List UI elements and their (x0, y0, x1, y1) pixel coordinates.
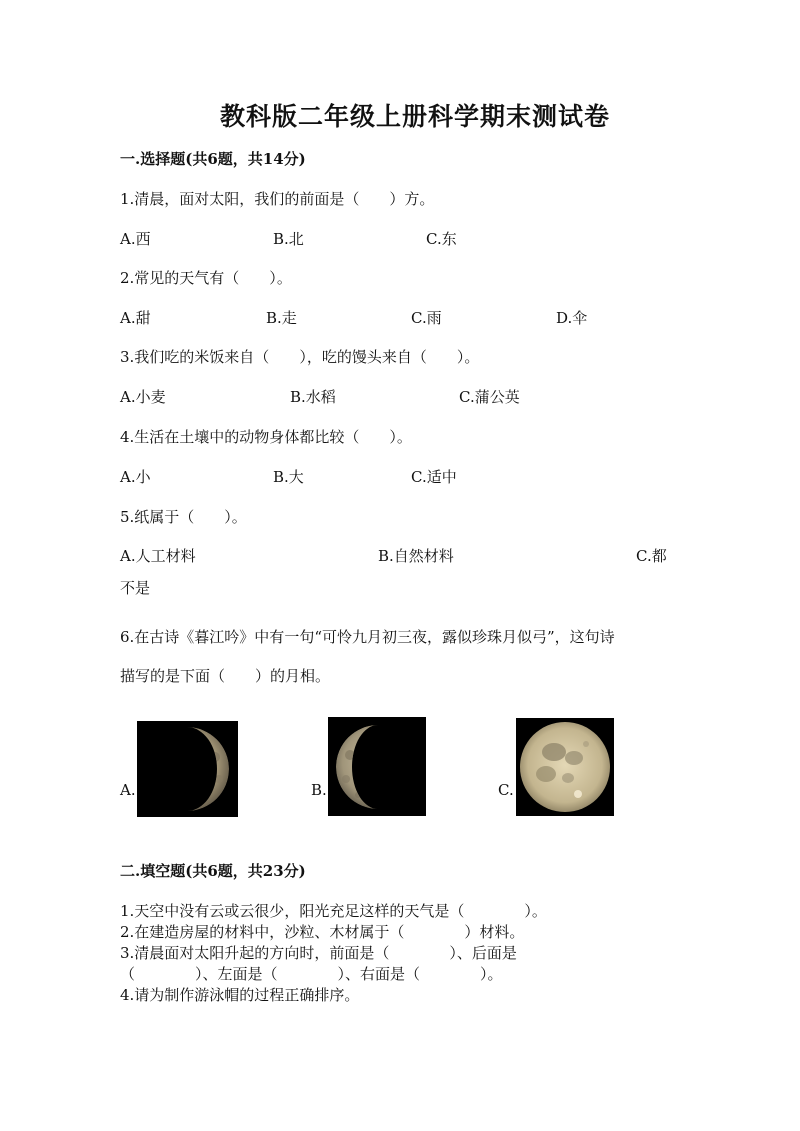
moon-crescent-image-b (328, 717, 426, 816)
q3-option-a: A.小麦 (120, 388, 166, 406)
section1-heading: 一.选择题(共6题，共14分) (120, 150, 306, 168)
q2-stem: 2.常见的天气有（ ）。 (120, 269, 292, 287)
q2-option-b: B.走 (266, 309, 297, 327)
q3-stem: 3.我们吃的米饭来自（ ），吃的馒头来自（ ）。 (120, 348, 480, 366)
fill-q3-line1: 3.清晨面对太阳升起的方向时，前面是（ ）、后面是 (120, 944, 517, 962)
q4-option-c: C.适中 (411, 468, 457, 486)
fill-q4: 4.请为制作游泳帽的过程正确排序。 (120, 986, 360, 1004)
page-title: 教科版二年级上册科学期末测试卷 (220, 102, 611, 131)
q5-option-c: C.都 (636, 547, 667, 565)
q6-option-c-label: C. (498, 781, 514, 799)
q4-stem: 4.生活在土壤中的动物身体都比较（ ）。 (120, 428, 412, 446)
q1-option-b: B.北 (273, 230, 304, 248)
moon-full-image-c (516, 718, 614, 816)
q1-option-c: C.东 (426, 230, 457, 248)
q2-option-a: A.甜 (120, 309, 151, 327)
q4-option-a: A.小 (120, 468, 151, 486)
q6-option-a-label: A. (120, 781, 136, 799)
moon-crescent-image-a (137, 721, 238, 817)
section2-heading: 二.填空题(共6题，共23分) (120, 862, 306, 880)
q4-option-b: B.大 (273, 468, 304, 486)
q1-stem: 1.清晨，面对太阳，我们的前面是（ ）方。 (120, 190, 435, 208)
q5-option-a: A.人工材料 (120, 547, 196, 565)
q3-option-c: C.蒲公英 (459, 388, 520, 406)
q5-option-b: B.自然材料 (378, 547, 454, 565)
fill-q3-line2: （ ）、左面是（ ）、右面是（ ）。 (120, 965, 503, 983)
fill-q2: 2.在建造房屋的材料中，沙粒、木材属于（ ）材料。 (120, 923, 525, 941)
fill-q1: 1.天空中没有云或云很少，阳光充足这样的天气是（ ）。 (120, 902, 547, 920)
q2-option-d: D.伞 (556, 309, 588, 327)
q5-stem: 5.纸属于（ ）。 (120, 508, 247, 526)
q5-option-c-continued: 不是 (120, 579, 151, 597)
q1-option-a: A.西 (120, 230, 151, 248)
q6-stem-line1: 6.在古诗《暮江吟》中有一句“可怜九月初三夜，露似珍珠月似弓”，这句诗 (120, 628, 615, 646)
q2-option-c: C.雨 (411, 309, 442, 327)
q6-stem-line2: 描写的是下面（ ）的月相。 (120, 667, 331, 685)
q6-option-b-label: B. (311, 781, 327, 799)
q3-option-b: B.水稻 (290, 388, 336, 406)
